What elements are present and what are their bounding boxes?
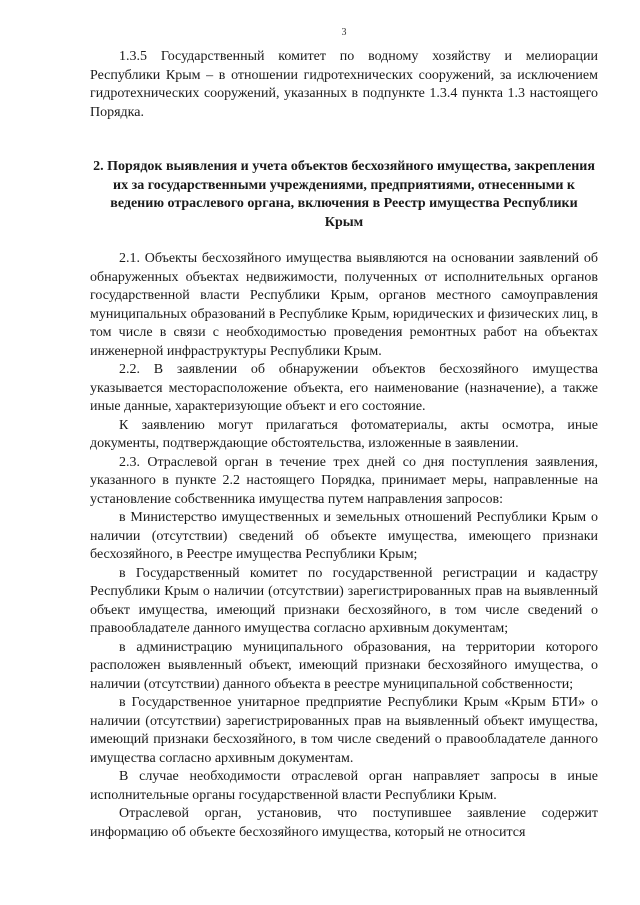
paragraph-2-3: 2.3. Отраслевой орган в течение трех дней со дня поступления заявления, указанного в пункте 2.2 настоящего Порядка, принимает меры, направленные на установление собственника имущества путем направления запросов: xyxy=(90,454,598,507)
paragraph-attachments: К заявлению могут прилагаться фотоматериалы, акты осмотра, иные документы, подтверждающие обстоятельства, изложенные в заявлении. xyxy=(90,417,598,451)
document-body xyxy=(90,48,598,842)
paragraph-continuation: Отраслевой орган, установив, что поступившее заявление содержит информацию об объекте бесхозяйного имущества, который не относится xyxy=(90,806,598,840)
request-item-municipal-administration: в администрацию муниципального образования, на территории которого расположен выявленный объект, имеющий признаки бесхозяйного имущества, о наличии (отсутствии) данного объекта в реестре муниципальной собственности; xyxy=(90,639,598,692)
request-item-ministry: в Министерство имущественных и земельных отношений Республики Крым о наличии (отсутствии) сведений об объекте имущества, имеющего признаки бесхозяйного, в Реестре имущества Республики Крым; xyxy=(90,510,598,562)
paragraph-2-1: 2.1. Объекты бесхозяйного имущества выявляются на основании заявлений об обнаруженных объектах недвижимости, полученных от исполнительных органов государственной власти Республики Крым, органов местного самоуправления муниципальных образований в Республике Крым, юридических и физических лиц, в том числе в связи с необходимостью проведения ремонтных работ на объектах инженерной инфраструктуры Республики Крым. xyxy=(90,251,598,359)
request-item-registration-committee: в Государственный комитет по государственной регистрации и кадастру Республики Крым о наличии (отсутствии) зарегистрированных прав на выявленный объект имущества, имеющий признаки бесхозяйного, в том числе сведений о правообладателе данного имущества согласно архивным документам; xyxy=(90,565,598,636)
paragraph-2-2: 2.2. В заявлении об обнаружении объектов бесхозяйного имущества указывается месторасположение объекта, его наименование (назначение), а также иные данные, характеризующие объект и его состояние. xyxy=(90,362,598,414)
page-number: 3 xyxy=(341,27,347,38)
document-page xyxy=(90,0,598,905)
paragraph-1-3-5: 1.3.5 Государственный комитет по водному хозяйству и мелиорации Республики Крым – в отношении гидротехнических сооружений, за исключением гидротехнических сооружений, указанных в подпункте 1.3.4 пункта 1.3 настоящего Порядка. xyxy=(90,49,598,120)
request-item-bti: в Государственное унитарное предприятие Республики Крым «Крым БТИ» о наличии (отсутствии) зарегистрированных прав на выявленный объект имущества, имеющий признаки бесхозяйного, в том числе сведений о правообладателе данного имущества согласно архивным документам. xyxy=(90,695,598,766)
paragraph-other-requests: В случае необходимости отраслевой орган направляет запросы в иные исполнительные органы государственной власти Республики Крым. xyxy=(90,769,598,803)
section-heading: 2. Порядок выявления и учета объектов бесхозяйного имущества, закрепления их за государственными учреждениями, предприятиями, отнесенными к ведению отраслевого органа, включения в Реестр имущества Республики Крым xyxy=(93,159,595,230)
